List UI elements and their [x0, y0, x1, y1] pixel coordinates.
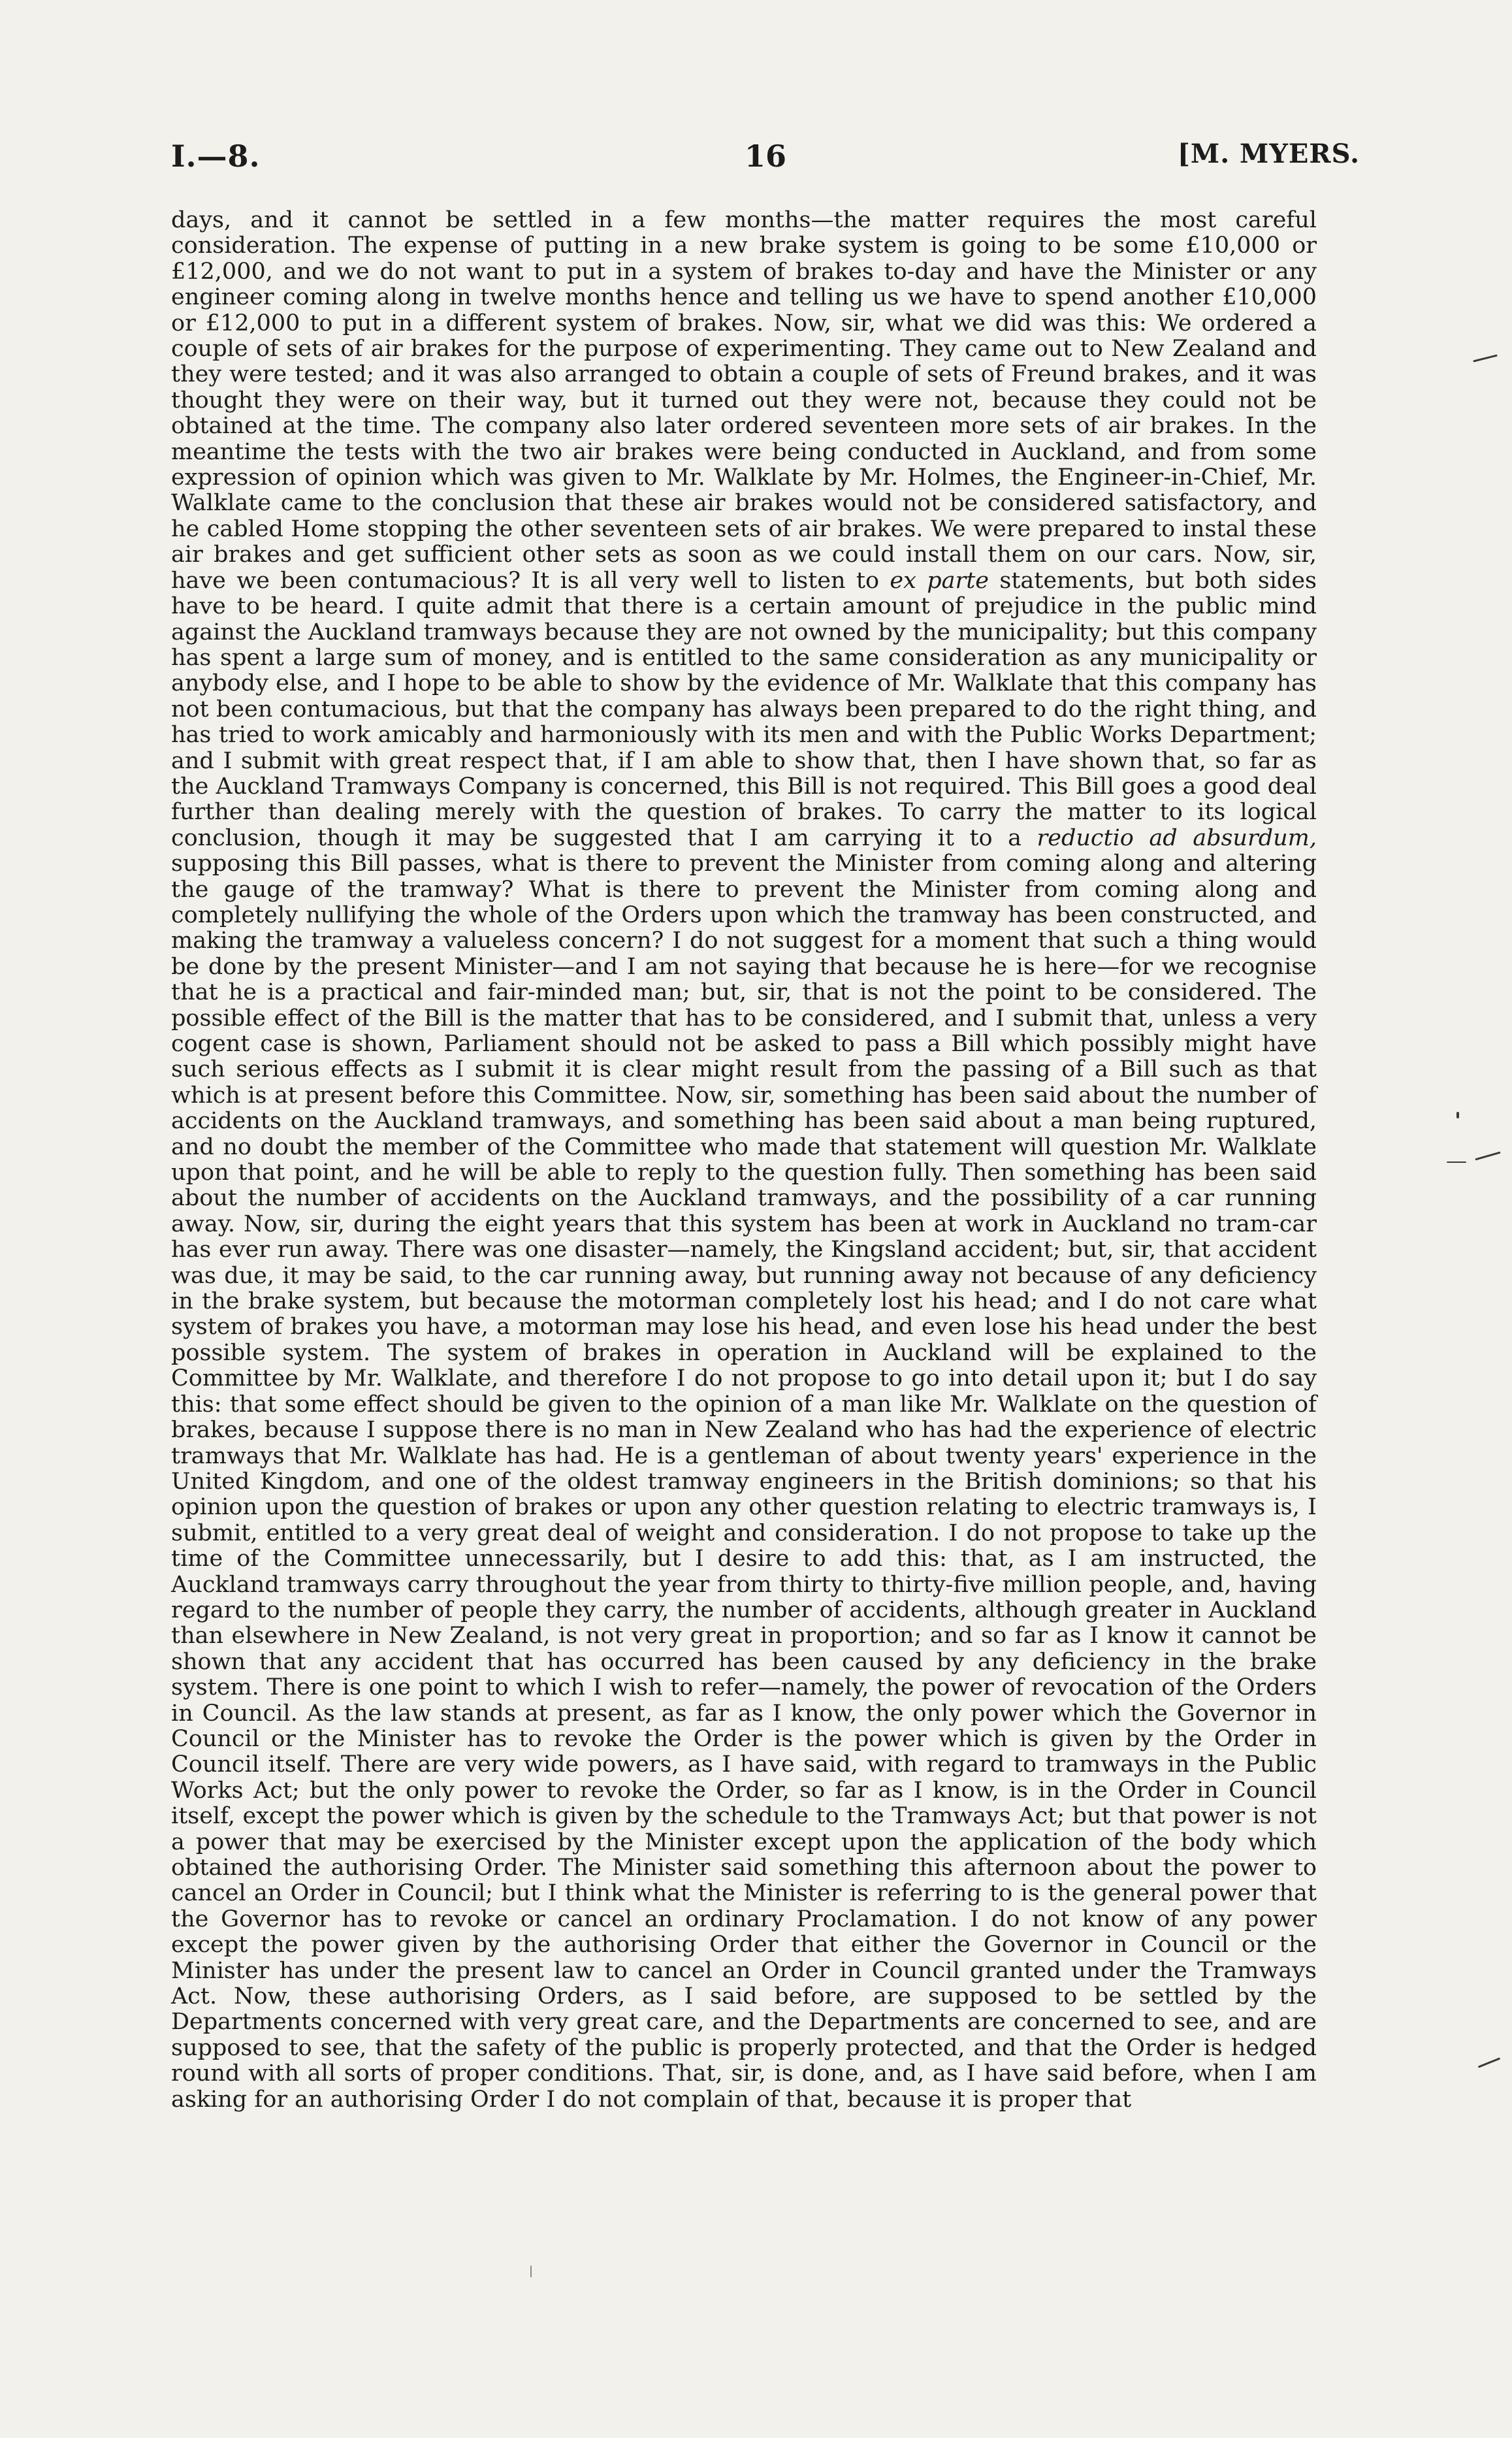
margin-mark [1447, 1162, 1466, 1163]
text-run: statements, but both sides have to be heard. I quite admit that there is a certain amount of prejudice in the public mind against the Auckland tramways because they are not owned by the municipality; but this company has spent a large sum of money, and is entitled to the same consideration as any municipality or anybody else, and I hope to be able to show by the evidence of Mr. Walklate that this company has not been contumacious, but that the company has always been prepared to do the right thing, and has tried to work amicably and harmoniously with its men and with the Public Works Department; and I submit with great respect that, if I am able to show that, then I have shown that, so far as the Auckland Tramways Company is concerned, this Bill is not required. This Bill goes a good deal further than dealing merely with the question of brakes. To carry the matter to its logical conclusion, though it may be suggested that I am carrying it to a [171, 567, 1317, 851]
witness-name: [M. MYERS. [1177, 138, 1360, 169]
margin-mark [530, 2266, 532, 2277]
page-number: 16 [744, 138, 786, 174]
margin-mark [1475, 1152, 1500, 1161]
margin-mark [1473, 354, 1498, 362]
margin-mark [1478, 2057, 1501, 2068]
text-run: days, and it cannot be settled in a few months—the matter requires the most careful consideration. The expense of putting in a new brake system is going to be some £10,000 or £12,000, and we do not want to put in a system of brakes to-day and have the Minister or any engineer coming along in twelve months hence and telling us we have to spend another £10,000 or £12,000 to put in a different system of brakes. Now, sir, what we did was this: We ordered a couple of sets of air brakes for the purpose of experimenting. They came out to New Zealand and they were tested; and it was also arranged to obtain a couple of sets of Freund brakes, and it was thought they were on their way, but it turned out they were not, because they could not be obtained at the time. The company also later ordered seventeen more sets of air brakes. In the meantime the tests with the two air brakes were being conducted in Auckland, and from some expression of opinion which was given to Mr. Walklate by Mr. Holmes, the Engineer-in-Chief, Mr. Walklate came to the conclusion that these air brakes would not be considered satisfactory, and he cabled Home stopping the other seventeen sets of air brakes. We were prepared to instal these air brakes and get sufficient other sets as soon as we could install them on our cars. Now, sir, have we been contumacious? It is all very well to listen to [171, 207, 1317, 594]
body-paragraph [171, 208, 1317, 2113]
document-reference: I.—8. [171, 138, 261, 174]
margin-mark [1456, 1112, 1459, 1118]
italic-phrase: ex parte [890, 567, 989, 594]
text-run: supposing this Bill passes, what is there to prevent the Minister from coming along and altering the gauge of the tramway? What is there to prevent the Minister from coming along and completely nullifying the whole of the Orders upon which the tramway has been constructed, and making the tramway a valueless concern? I do not suggest for a moment that such a thing would be done by the present Minister—and I am not saying that because he is here—for we recognise that he is a practical and fair-minded man; but, sir, that is not the point to be considered. The possible effect of the Bill is the matter that has to be considered, and I submit that, unless a very cogent case is shown, Parliament should not be asked to pass a Bill which possibly might have such serious effects as I submit it is clear might result from the passing of a Bill such as that which is at present before this Committee. Now, sir, something has been said about the number of accidents on the Auckland tramways, and something has been said about a man being ruptured, and no doubt the member of the Committee who made that statement will question Mr. Walklate upon that point, and he will be able to reply to the question fully. Then something has been said about the number of accidents on the Auckland tramways, and the possibility of a car running away. Now, sir, during the eight years that this system has been at work in Auckland no tram-car has ever run away. There was one disaster—namely, the Kingsland accident; but, sir, that accident was due, it may be said, to the car running away, but running away not because of any deficiency in the brake system, but because the motorman completely lost his head; and I do not care what system of brakes you have, a motorman may lose his head, and even lose his head under the best possible system. The system of brakes in operation in Auckland will be explained to the Committee by Mr. Walklate, and therefore I do not propose to go into detail upon it; but I do say this: that some effect should be given to the opinion of a man like Mr. Walklate on the question of brakes, because I suppose there is no man in New Zealand who has had the experience of electric tramways that Mr. Walklate has had. He is a gentleman of about twenty years' experience in the United Kingdom, and one of the oldest tramway engineers in the British dominions; so that his opinion upon the question of brakes or upon any other question relating to electric tramways is, I submit, entitled to a very great deal of weight and consideration. I do not propose to take up the time of the Committee unnecessarily, but I desire to add this: that, as I am instructed, the Auckland tramways carry throughout the year from thirty to thirty-five million people, and, having regard to the number of people they carry, the number of accidents, although greater in Auckland than elsewhere in New Zealand, is not very great in proportion; and so far as I know it cannot be shown that any accident that has occurred has been caused by any deficiency in the brake system. There is one point to which I wish to refer—namely, the power of revocation of the Orders in Council. As the law stands at present, as far as I know, the only power which the Governor in Council or the Minister has to revoke the Order is the power which is given by the Order in Council itself. There are very wide powers, as I have said, with regard to tramways in the Public Works Act; but the only power to revoke the Order, so far as I know, is in the Order in Council itself, except the power which is given by the schedule to the Tramways Act; but that power is not a power that may be exercised by the Minister except upon the application of the body which obtained the authorising Order. The Minister said something this afternoon about the power to cancel an Order in Council; but I think what the Minister is referring to is the general power that the Governor has to revoke or cancel an ordinary Proclamation. I do not know of any power except the power given by the authorising Order that either the Governor in Council or the Minister has under the present law to cancel an Order in Council granted under the Tramways Act. Now, these authorising Orders, as I said before, are supposed to be settled by the Departments concerned with very great care, and the Departments are concerned to see, and are supposed to see, that the safety of the public is properly protected, and that the Order is hedged round with all sorts of proper conditions. That, sir, is done, and, as I have said before, when I am asking for an authorising Order I do not complain of that, because it is proper that [171, 851, 1317, 2113]
page-header [171, 138, 1360, 184]
italic-phrase: reductio ad absurdum, [1037, 824, 1317, 851]
